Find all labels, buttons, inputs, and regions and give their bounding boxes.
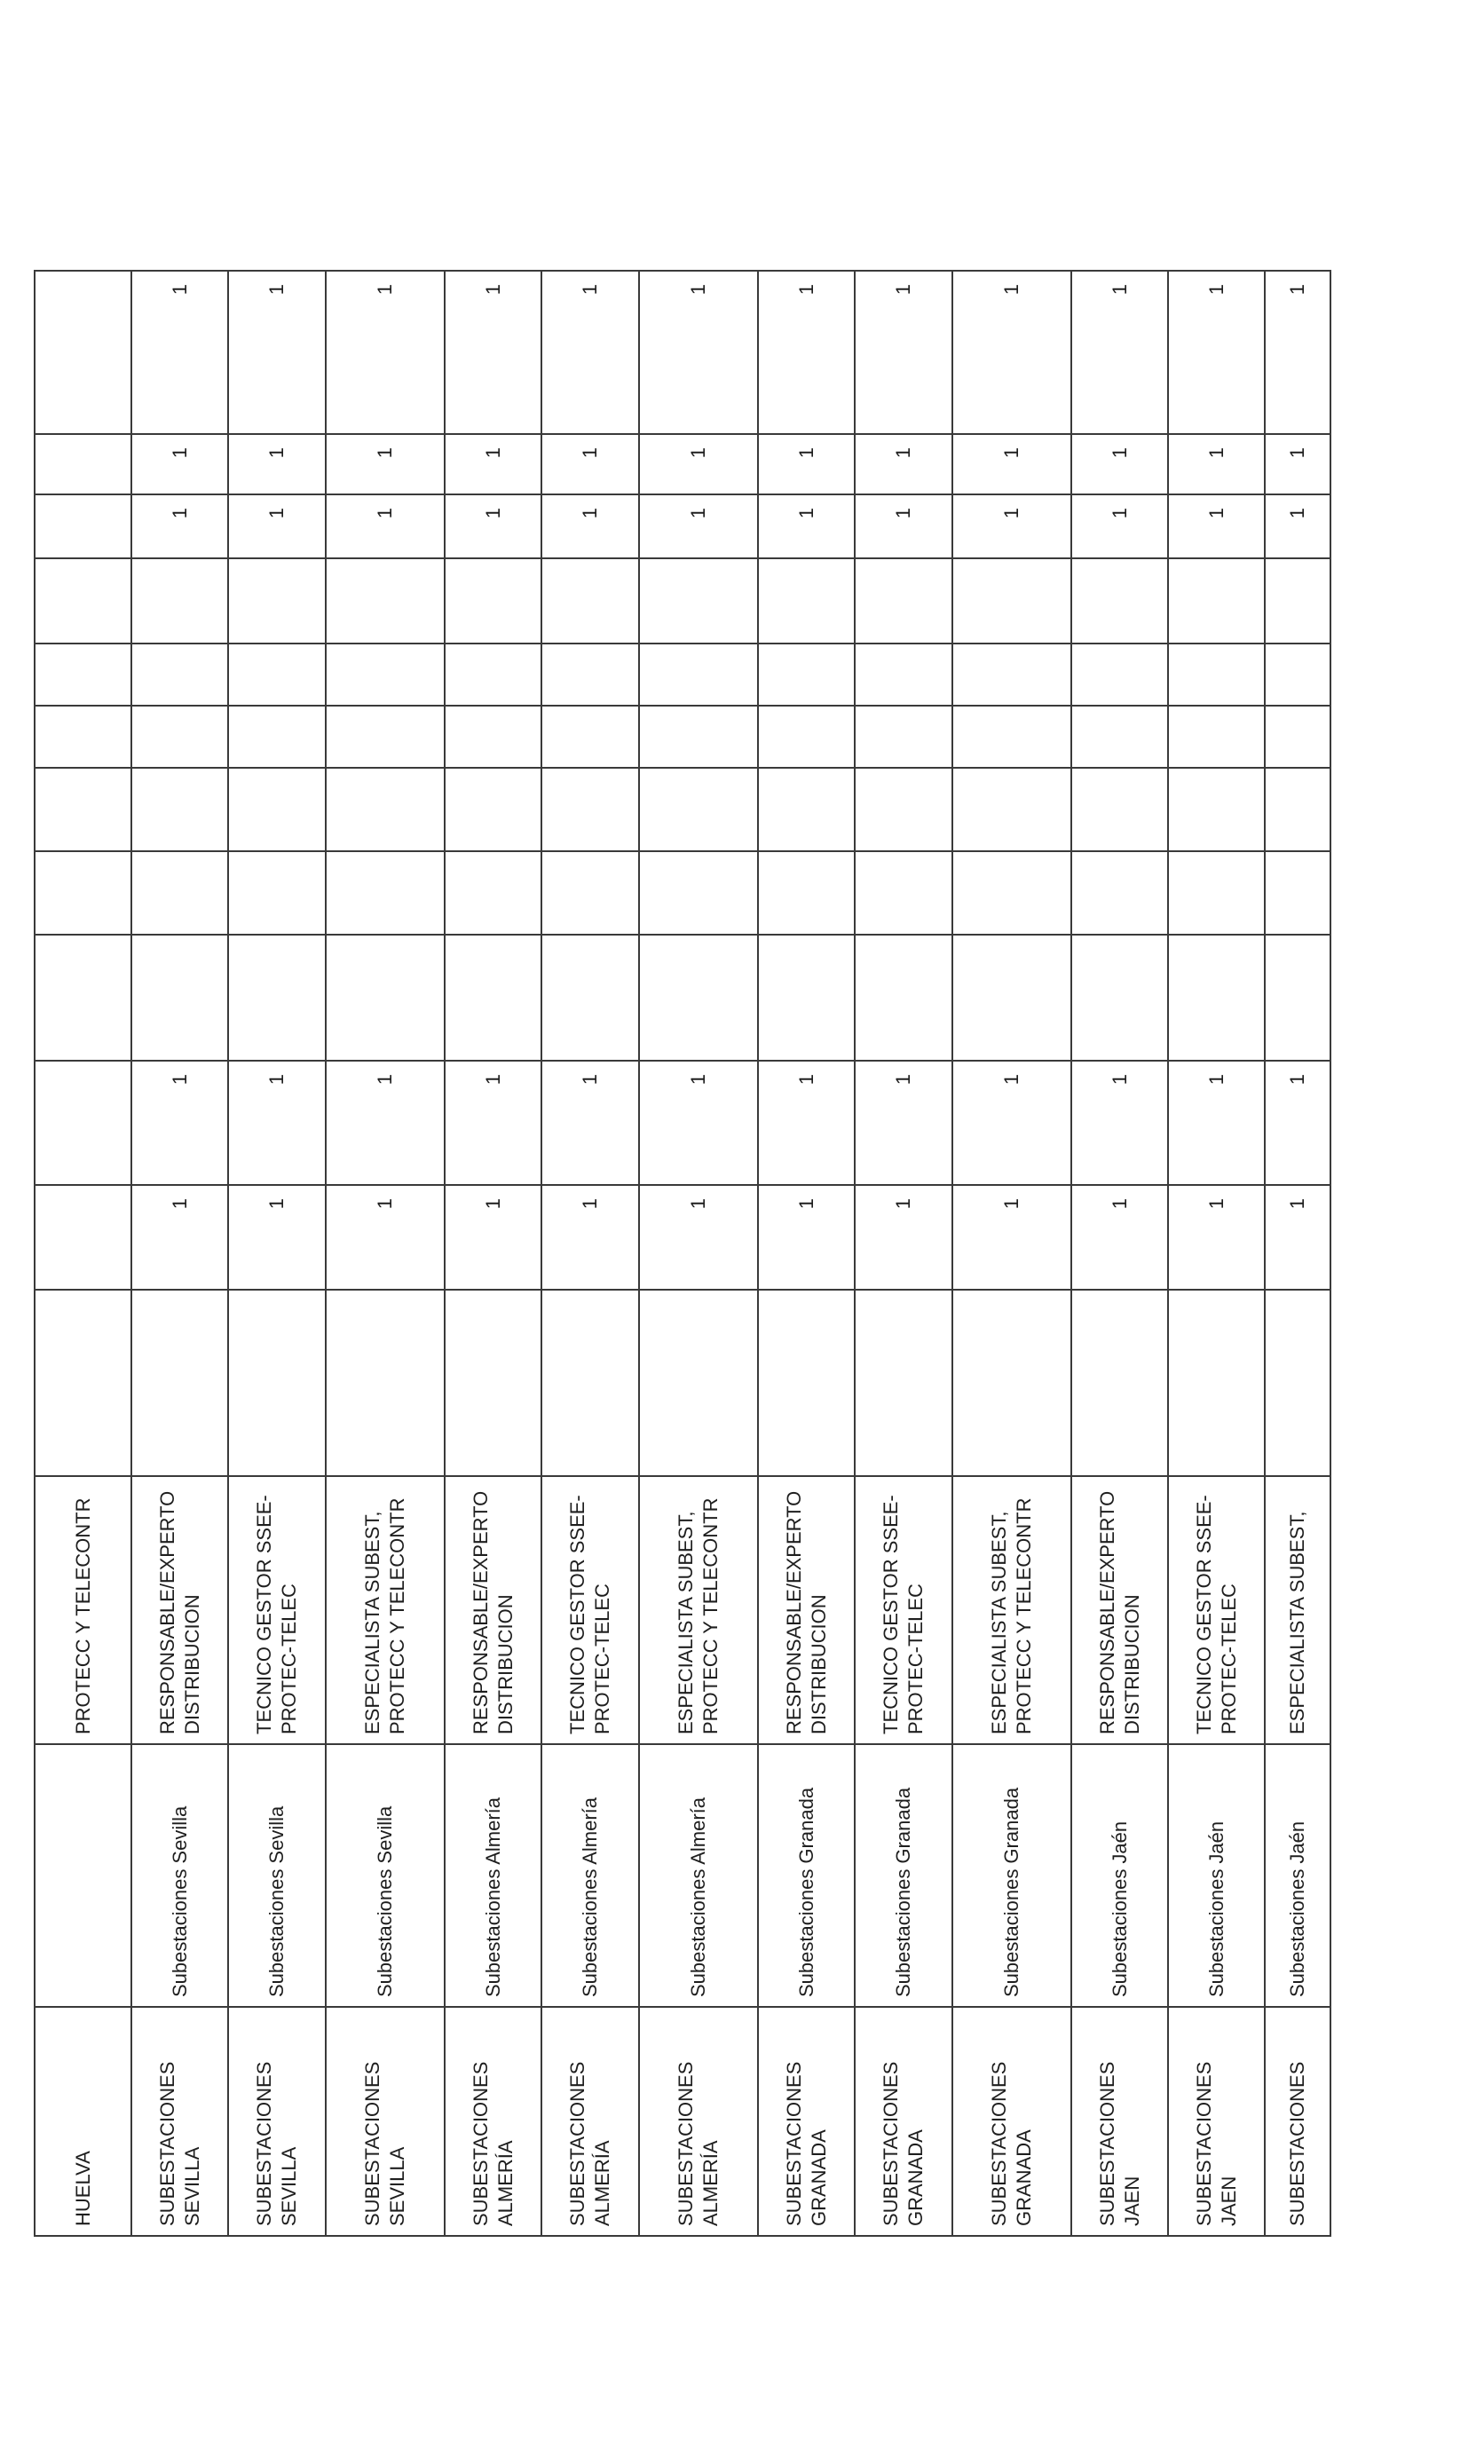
value-cell: 1 (639, 494, 758, 558)
value-cell (1071, 935, 1168, 1061)
value-cell: 1 (1071, 271, 1168, 434)
assignment-table (34, 270, 1331, 2237)
rotated-table-page (34, 272, 1331, 2237)
value-cell (1168, 935, 1265, 1061)
value-cell (855, 644, 951, 706)
value-cell: 1 (1071, 1185, 1168, 1290)
empty-cell (35, 1290, 131, 1476)
value-cell (326, 851, 445, 935)
value-cell (445, 1290, 541, 1476)
value-cell (326, 706, 445, 768)
value-cell (758, 558, 855, 644)
value-cell (1071, 851, 1168, 935)
empty-cell (35, 706, 131, 768)
value-cell: 1 (326, 1185, 445, 1290)
value-cell: 1 (758, 1061, 855, 1185)
value-cell (228, 558, 325, 644)
value-cell (1265, 851, 1330, 935)
value-cell (639, 558, 758, 644)
value-cell: 1 (1071, 434, 1168, 494)
value-cell (445, 935, 541, 1061)
value-cell (326, 935, 445, 1061)
zona-cell: SUBESTACIONES GRANADA (758, 2007, 855, 2236)
zona-cell: SUBESTACIONES ALMERÍA (541, 2007, 638, 2236)
puesto-cell: ESPECIALISTA SUBEST, PROTECC Y TELECONTR (952, 1476, 1071, 1744)
table-row (1168, 271, 1265, 2236)
puesto-cell: ESPECIALISTA SUBEST, PROTECC Y TELECONTR (326, 1476, 445, 1744)
value-cell: 1 (131, 494, 228, 558)
puesto-cell: RESPONSABLE/EXPERTO DISTRIBUCION (131, 1476, 228, 1744)
value-cell (1071, 768, 1168, 851)
value-cell (541, 558, 638, 644)
value-cell (952, 558, 1071, 644)
value-cell (1071, 1290, 1168, 1476)
area-cell: Subestaciones Granada (758, 1744, 855, 2007)
table-row (131, 271, 228, 2236)
puesto-cell: TECNICO GESTOR SSEE-PROTEC-TELEC (855, 1476, 951, 1744)
value-cell (758, 1290, 855, 1476)
empty-cell (35, 644, 131, 706)
value-cell (131, 935, 228, 1061)
value-cell: 1 (758, 271, 855, 434)
value-cell (952, 851, 1071, 935)
value-cell: 1 (541, 494, 638, 558)
value-cell: 1 (1168, 1185, 1265, 1290)
puesto-cell: ESPECIALISTA SUBEST, (1265, 1476, 1330, 1744)
puesto-cell: TECNICO GESTOR SSEE-PROTEC-TELEC (1168, 1476, 1265, 1744)
value-cell (758, 768, 855, 851)
value-cell (131, 1290, 228, 1476)
value-cell (445, 558, 541, 644)
value-cell: 1 (1168, 434, 1265, 494)
empty-cell (35, 1185, 131, 1290)
value-cell: 1 (639, 1061, 758, 1185)
table-row (1071, 271, 1168, 2236)
empty-cell (35, 271, 131, 434)
table-row (228, 271, 325, 2236)
value-cell (855, 558, 951, 644)
value-cell (855, 706, 951, 768)
value-cell: 1 (855, 434, 951, 494)
area-header-cell (35, 1744, 131, 2007)
value-cell (228, 768, 325, 851)
value-cell (952, 935, 1071, 1061)
value-cell: 1 (228, 494, 325, 558)
value-cell (541, 935, 638, 1061)
value-cell (1265, 706, 1330, 768)
value-cell: 1 (445, 434, 541, 494)
value-cell: 1 (445, 1185, 541, 1290)
value-cell: 1 (758, 494, 855, 558)
value-cell (228, 1290, 325, 1476)
value-cell (1168, 851, 1265, 935)
area-cell: Subestaciones Jaén (1071, 1744, 1168, 2007)
value-cell: 1 (131, 271, 228, 434)
value-cell: 1 (445, 494, 541, 558)
value-cell: 1 (541, 1185, 638, 1290)
value-cell (758, 644, 855, 706)
value-cell: 1 (228, 1185, 325, 1290)
zona-cell: SUBESTACIONES ALMERÍA (445, 2007, 541, 2236)
value-cell: 1 (131, 1061, 228, 1185)
value-cell (1168, 644, 1265, 706)
value-cell (1168, 1290, 1265, 1476)
value-cell: 1 (855, 494, 951, 558)
value-cell (228, 706, 325, 768)
value-cell (758, 851, 855, 935)
value-cell: 1 (228, 271, 325, 434)
value-cell (952, 644, 1071, 706)
value-cell (1071, 706, 1168, 768)
value-cell (952, 768, 1071, 851)
value-cell (639, 935, 758, 1061)
value-cell: 1 (326, 271, 445, 434)
value-cell (541, 851, 638, 935)
value-cell (1168, 706, 1265, 768)
value-cell (541, 706, 638, 768)
area-cell: Subestaciones Granada (855, 1744, 951, 2007)
table-row (445, 271, 541, 2236)
value-cell: 1 (1265, 494, 1330, 558)
value-cell: 1 (1071, 494, 1168, 558)
value-cell: 1 (131, 434, 228, 494)
puesto-cell: ESPECIALISTA SUBEST, PROTECC Y TELECONTR (639, 1476, 758, 1744)
area-cell: Subestaciones Almería (639, 1744, 758, 2007)
value-cell (1265, 768, 1330, 851)
area-cell: Subestaciones Almería (541, 1744, 638, 2007)
zona-cell: SUBESTACIONES JAEN (1168, 2007, 1265, 2236)
value-cell: 1 (1071, 1061, 1168, 1185)
zona-header-cell: HUELVA (35, 2007, 131, 2236)
value-cell (1265, 558, 1330, 644)
value-cell (445, 851, 541, 935)
value-cell: 1 (445, 271, 541, 434)
value-cell: 1 (228, 434, 325, 494)
value-cell: 1 (952, 271, 1071, 434)
value-cell (952, 1290, 1071, 1476)
puesto-cell: TECNICO GESTOR SSEE-PROTEC-TELEC (541, 1476, 638, 1744)
zona-cell: SUBESTACIONES SEVILLA (131, 2007, 228, 2236)
value-cell (855, 768, 951, 851)
table-row (639, 271, 758, 2236)
value-cell: 1 (952, 434, 1071, 494)
table-row (952, 271, 1071, 2236)
value-cell: 1 (639, 434, 758, 494)
table-row (758, 271, 855, 2236)
value-cell (952, 706, 1071, 768)
zona-cell: SUBESTACIONES ALMERÍA (639, 2007, 758, 2236)
value-cell (855, 1290, 951, 1476)
puesto-header-cell: PROTECC Y TELECONTR (35, 1476, 131, 1744)
value-cell (131, 644, 228, 706)
value-cell: 1 (855, 271, 951, 434)
value-cell (541, 768, 638, 851)
value-cell (1265, 1290, 1330, 1476)
value-cell (326, 768, 445, 851)
area-cell: Subestaciones Jaén (1168, 1744, 1265, 2007)
value-cell (855, 851, 951, 935)
value-cell: 1 (1265, 1185, 1330, 1290)
value-cell (639, 768, 758, 851)
value-cell: 1 (326, 434, 445, 494)
table-row (326, 271, 445, 2236)
empty-cell (35, 935, 131, 1061)
value-cell: 1 (1265, 1061, 1330, 1185)
value-cell (131, 768, 228, 851)
area-cell: Subestaciones Sevilla (228, 1744, 325, 2007)
value-cell: 1 (639, 271, 758, 434)
value-cell: 1 (131, 1185, 228, 1290)
value-cell (541, 1290, 638, 1476)
value-cell: 1 (639, 1185, 758, 1290)
empty-cell (35, 851, 131, 935)
value-cell (1265, 644, 1330, 706)
value-cell (131, 558, 228, 644)
zona-cell: SUBESTACIONES (1265, 2007, 1330, 2236)
empty-cell (35, 434, 131, 494)
value-cell (639, 706, 758, 768)
value-cell: 1 (1265, 271, 1330, 434)
zona-cell: SUBESTACIONES SEVILLA (326, 2007, 445, 2236)
value-cell: 1 (1265, 434, 1330, 494)
value-cell (639, 644, 758, 706)
value-cell: 1 (952, 1061, 1071, 1185)
area-cell: Subestaciones Granada (952, 1744, 1071, 2007)
value-cell: 1 (952, 494, 1071, 558)
empty-cell (35, 768, 131, 851)
table-row (541, 271, 638, 2236)
value-cell (326, 644, 445, 706)
value-cell: 1 (1168, 1061, 1265, 1185)
table-row (855, 271, 951, 2236)
value-cell: 1 (758, 1185, 855, 1290)
value-cell (1168, 558, 1265, 644)
value-cell (1071, 644, 1168, 706)
value-cell (855, 935, 951, 1061)
value-cell: 1 (1168, 271, 1265, 434)
value-cell (326, 558, 445, 644)
value-cell: 1 (855, 1185, 951, 1290)
table-row (1265, 271, 1330, 2236)
value-cell: 1 (541, 434, 638, 494)
value-cell (1071, 558, 1168, 644)
value-cell (758, 935, 855, 1061)
value-cell (445, 644, 541, 706)
value-cell (228, 935, 325, 1061)
value-cell: 1 (445, 1061, 541, 1185)
zona-cell: SUBESTACIONES GRANADA (855, 2007, 951, 2236)
value-cell (326, 1290, 445, 1476)
value-cell (1265, 935, 1330, 1061)
puesto-cell: RESPONSABLE/EXPERTO DISTRIBUCION (758, 1476, 855, 1744)
value-cell (1168, 768, 1265, 851)
value-cell: 1 (326, 494, 445, 558)
empty-cell (35, 1061, 131, 1185)
puesto-cell: RESPONSABLE/EXPERTO DISTRIBUCION (445, 1476, 541, 1744)
value-cell (228, 851, 325, 935)
value-cell (445, 706, 541, 768)
value-cell: 1 (1168, 494, 1265, 558)
value-cell (131, 706, 228, 768)
zona-cell: SUBESTACIONES SEVILLA (228, 2007, 325, 2236)
zona-cell: SUBESTACIONES GRANADA (952, 2007, 1071, 2236)
value-cell: 1 (541, 1061, 638, 1185)
puesto-cell: TECNICO GESTOR SSEE-PROTEC-TELEC (228, 1476, 325, 1744)
area-cell: Subestaciones Jaén (1265, 1744, 1330, 2007)
zona-cell: SUBESTACIONES JAEN (1071, 2007, 1168, 2236)
value-cell (639, 1290, 758, 1476)
value-cell (639, 851, 758, 935)
value-cell: 1 (758, 434, 855, 494)
area-cell: Subestaciones Sevilla (131, 1744, 228, 2007)
value-cell: 1 (228, 1061, 325, 1185)
header-row (35, 271, 131, 2236)
value-cell: 1 (952, 1185, 1071, 1290)
empty-cell (35, 558, 131, 644)
puesto-cell: RESPONSABLE/EXPERTO DISTRIBUCION (1071, 1476, 1168, 1744)
empty-cell (35, 494, 131, 558)
area-cell: Subestaciones Sevilla (326, 1744, 445, 2007)
value-cell: 1 (541, 271, 638, 434)
value-cell (228, 644, 325, 706)
value-cell (541, 644, 638, 706)
value-cell: 1 (326, 1061, 445, 1185)
value-cell (445, 768, 541, 851)
area-cell: Subestaciones Almería (445, 1744, 541, 2007)
value-cell (131, 851, 228, 935)
value-cell: 1 (855, 1061, 951, 1185)
value-cell (758, 706, 855, 768)
